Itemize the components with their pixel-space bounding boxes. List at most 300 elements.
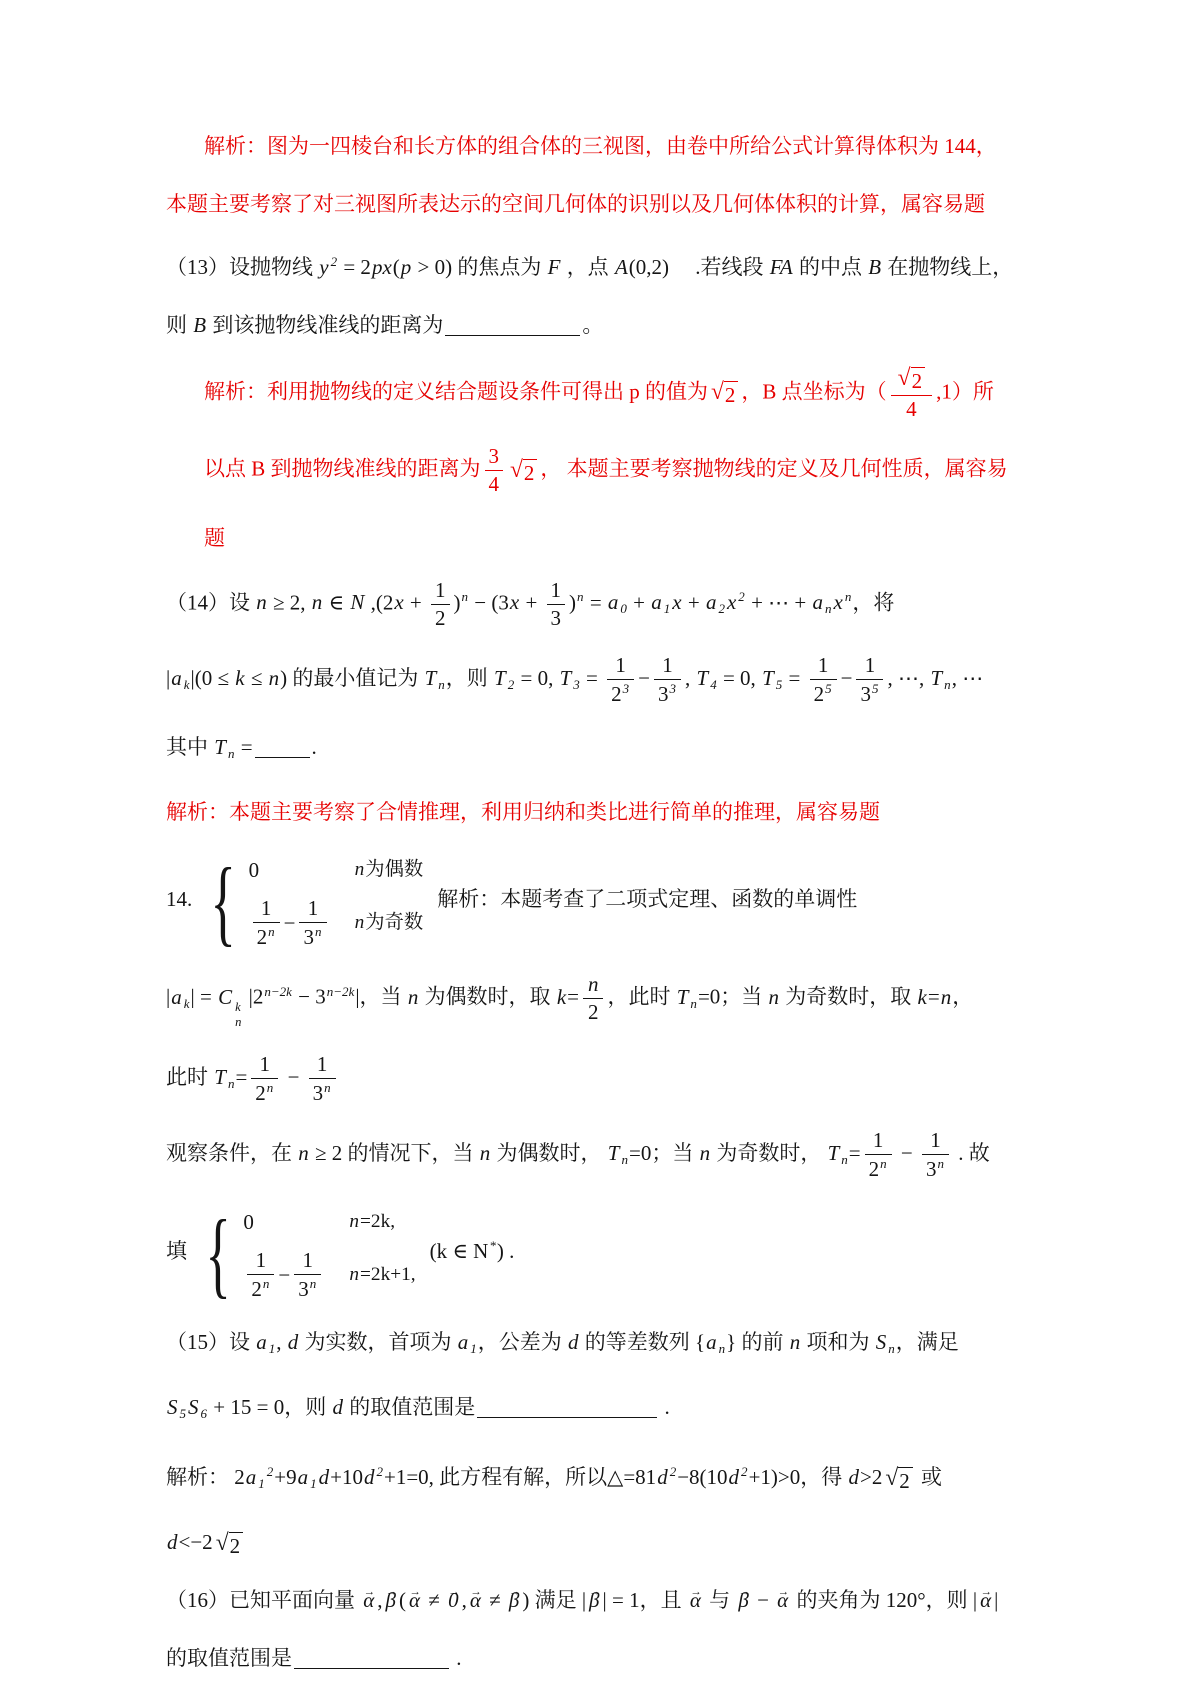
q16-line-2 [166, 1640, 1145, 1676]
math-run: T [494, 665, 506, 690]
text-run: 为偶数时， [491, 1140, 607, 1165]
subscript: n [621, 1151, 628, 1167]
text-run: , [276, 1330, 287, 1355]
math-run: T [607, 1140, 620, 1165]
left-brace-icon: { [205, 1199, 231, 1307]
text-run: ,1）所 [936, 379, 994, 404]
numerator [299, 896, 326, 923]
fill-in-blank [477, 1396, 657, 1418]
text-run: | [994, 1587, 999, 1612]
text-run: 1 [302, 1248, 313, 1273]
sol-12-line-1 [166, 128, 1145, 164]
text-run: 的中点 [793, 254, 868, 279]
numerator [547, 578, 566, 605]
subscript: n [438, 676, 445, 692]
text-run: 2 [251, 1277, 262, 1302]
numerator [810, 653, 837, 680]
subscript: 5 [179, 1406, 187, 1422]
text-run: = 0, [717, 665, 762, 690]
cases-row [249, 896, 424, 950]
math-run: d [657, 1464, 668, 1489]
fraction [810, 653, 837, 707]
text-run: 为奇数时， [711, 1140, 827, 1165]
text-run: 解析：利用抛物线的定义结合题设条件可得出 p 的值为 [204, 379, 708, 404]
text-run: + 15 = 0，则 [208, 1395, 332, 1420]
text-run: = [927, 984, 940, 1009]
text-run: 3 [488, 444, 500, 469]
subscript: n [888, 1341, 895, 1357]
math-run: B [868, 254, 882, 279]
text-run: = 0, [515, 665, 559, 690]
text-run: （14）设 [166, 590, 256, 615]
math-run: FA [769, 254, 793, 279]
superscript: n [262, 1276, 270, 1292]
fraction [253, 896, 280, 950]
text-run: 4 [906, 397, 917, 422]
text-run: 3 [298, 1277, 309, 1302]
superscript: 3 [622, 681, 630, 697]
text-run: 的取值范围是 [343, 1395, 476, 1420]
fraction [856, 653, 883, 707]
math-run: F [547, 254, 561, 279]
text-run: 为奇数 [365, 912, 424, 934]
q14-line-3 [166, 729, 1145, 772]
math-run: T [214, 735, 226, 760]
fraction [547, 578, 566, 631]
denominator [294, 1275, 321, 1302]
numerator [922, 1128, 949, 1155]
q16-line-1 [166, 1582, 1145, 1618]
q13-line-2 [166, 307, 1145, 343]
fraction [299, 896, 326, 950]
text-run: ，则 [445, 665, 494, 690]
text-run: ≥ 2 的情况下，当 [309, 1140, 479, 1165]
text-run: = [580, 665, 604, 690]
sol-14-note [166, 794, 1145, 830]
radicand [911, 367, 926, 394]
document-body [166, 128, 1145, 1676]
text-run: 3 [925, 1157, 937, 1182]
denominator [922, 1155, 949, 1182]
text-run: ,(2 [365, 590, 394, 615]
text-run: | [166, 984, 171, 1009]
text-run: − [278, 1263, 291, 1288]
math-run: n [354, 912, 365, 934]
text-run: + [520, 590, 543, 615]
vector-symbol: α → [470, 1582, 481, 1618]
text-run: , ⋯ [951, 665, 984, 690]
text-run: 本题主要考察了对三视图所表达示的空间几何体的识别以及几何体体积的计算，属容易题 [166, 192, 985, 216]
math-run: x [672, 590, 682, 615]
text-run: (k ∈ N [429, 1239, 489, 1264]
math-run: k [235, 665, 245, 690]
fraction [891, 365, 932, 422]
math-run: x [394, 590, 404, 615]
text-run: (0,2) .若线段 [628, 254, 769, 279]
text-run: 0 [243, 1210, 254, 1235]
text-run: ( [399, 1587, 406, 1612]
subscript: n [690, 995, 697, 1011]
superscript: n [324, 1080, 331, 1096]
text-run: 题 [204, 525, 225, 550]
text-run: 3 [312, 1080, 324, 1105]
cases-expression [200, 847, 424, 955]
text-run: +1)>0，得 [748, 1464, 848, 1489]
text-run: 1 [662, 652, 673, 677]
text-run: 。 [582, 312, 604, 337]
text-run: 以点 B 到抛物线准线的距离为 [204, 456, 481, 481]
text-run: 14. [166, 886, 193, 911]
vector-symbol: α → [980, 1582, 991, 1618]
text-run: 1 [255, 1248, 267, 1273]
superscript: n [937, 1156, 944, 1172]
text-run: 或 [915, 1464, 942, 1489]
text-run: 3 [860, 681, 871, 706]
math-run: n [479, 1140, 491, 1165]
text-run: 1 [307, 896, 319, 921]
text-run: 解析：本题考查了二项式定理、函数的单调性 [437, 886, 858, 911]
numerator [294, 1248, 321, 1275]
denominator [431, 605, 450, 631]
text-run: 2 [523, 460, 535, 485]
text-run: 1 [864, 652, 876, 677]
math-run: T [676, 984, 689, 1009]
text-run: 3 [550, 605, 562, 630]
text-run: = [235, 1064, 248, 1089]
text-run: 为偶数时，取 [419, 984, 556, 1009]
fraction [431, 578, 450, 631]
text-run: 1 [930, 1128, 941, 1153]
math-run: n [789, 1330, 801, 1355]
cases-row [243, 1248, 415, 1302]
fill-in-blank [294, 1647, 449, 1669]
subscript: 0 [620, 601, 627, 616]
radical-sign-icon: √ [510, 456, 523, 483]
subscript: 1 [663, 601, 671, 616]
superscript: n [880, 1156, 887, 1172]
cases-value [249, 852, 354, 888]
subscript: 6 [200, 1406, 208, 1422]
numerator [247, 1248, 274, 1275]
subscript: n [944, 676, 951, 692]
sqrt-expression [897, 364, 925, 394]
text-run: ≠ [483, 1587, 506, 1612]
q15-line-1 [166, 1324, 1145, 1367]
text-run: − (3 [469, 590, 509, 615]
cases-value [249, 896, 354, 950]
text-run: . [311, 735, 317, 760]
text-run: = [783, 665, 806, 690]
sol-12-line-2 [166, 186, 1145, 222]
text-run: 1 [316, 1051, 328, 1076]
math-run: k [917, 984, 927, 1009]
text-run: − [283, 911, 296, 936]
math-run: a [607, 590, 619, 615]
math-run: d [728, 1464, 740, 1489]
denominator [299, 923, 326, 950]
math-run: a [245, 1464, 257, 1489]
vector-symbol: β → [386, 1582, 396, 1618]
superscript: k [235, 999, 241, 1014]
text-run: + ⋯ + [745, 590, 812, 615]
subscript: k [183, 676, 190, 692]
math-run: a [256, 1330, 267, 1355]
text-run: ，点 [561, 254, 614, 279]
text-run: ， 本题主要考察抛物线的定义及几何性质，属容易 [540, 456, 1008, 481]
text-run: |，当 [355, 984, 407, 1009]
text-run: ，将 [852, 590, 895, 615]
vector-symbol: α → [777, 1582, 788, 1618]
text-run: +10 [330, 1464, 363, 1489]
text-run: } 的前 [726, 1330, 789, 1355]
text-run: 2 [611, 681, 622, 706]
math-run: n [349, 1211, 360, 1233]
fraction [654, 653, 681, 707]
denominator [654, 680, 681, 707]
text-run: 为奇数时，取 [780, 984, 917, 1009]
vector-symbol: α → [363, 1582, 374, 1618]
math-run: T [559, 665, 572, 690]
text-run: + [682, 590, 705, 615]
numerator [856, 653, 883, 680]
denominator [865, 1155, 892, 1182]
math-run: d [318, 1464, 330, 1489]
denominator [607, 680, 634, 707]
text-run: （13）设抛物线 [166, 254, 319, 279]
sol-14-fill [166, 1199, 1145, 1307]
radicand [229, 1532, 244, 1559]
text-run: 解析：本题主要考察了合情推理，利用归纳和类比进行简单的推理，属容易题 [166, 800, 880, 825]
text-run: ) . [496, 1239, 515, 1264]
text-run: ，此时 [607, 984, 676, 1009]
vector-symbol: β → [738, 1582, 748, 1618]
text-run: ≠ [423, 1587, 446, 1612]
numerator [251, 1052, 278, 1079]
cases-condition [348, 1257, 415, 1293]
numerator [431, 578, 450, 605]
denominator [583, 999, 604, 1025]
superscript: n [844, 589, 852, 605]
sol-14-work-2 [166, 1052, 1145, 1106]
text-run: ，B 点坐标为（ [741, 379, 887, 404]
text-run: | = [190, 984, 218, 1009]
math-run: d [167, 1529, 178, 1554]
numerator [607, 653, 634, 680]
superscript: 2 [266, 1464, 274, 1480]
sol-15-line-2 [166, 1524, 1145, 1560]
text-run: ， [952, 984, 974, 1009]
text-run: ) 满足 | [522, 1587, 587, 1612]
text-run: + [627, 590, 651, 615]
math-run: S [875, 1330, 887, 1355]
numerator [253, 896, 280, 923]
cases-value [243, 1248, 348, 1302]
text-run: ) [569, 590, 577, 615]
radicand [898, 1467, 913, 1494]
math-run: T [762, 665, 774, 690]
subscript: 5 [775, 676, 783, 692]
sol-15-line-1 [166, 1454, 1145, 1502]
denominator [891, 396, 932, 422]
vector-symbol: β → [589, 1582, 599, 1618]
radicand [724, 381, 739, 408]
math-run: C [218, 984, 233, 1009]
math-run: d [363, 1464, 375, 1489]
text-run: =0；当 [697, 984, 768, 1009]
superscript: n [266, 1080, 274, 1096]
fraction [485, 444, 504, 497]
math-run: p [400, 254, 412, 279]
text-run: 的等差数列 { [579, 1330, 706, 1355]
text-run: 到该抛物线准线的距离为 [207, 312, 444, 337]
text-run: = 2 [338, 254, 371, 279]
math-run: a [171, 984, 182, 1009]
subscript: 1 [310, 1475, 317, 1491]
cases-condition [354, 852, 424, 888]
superscript: n−2k [264, 983, 292, 999]
superscript: 2 [738, 589, 745, 605]
text-run: | [166, 665, 171, 690]
fraction [583, 972, 604, 1025]
math-run: a [812, 590, 823, 615]
sol-13-line-2 [166, 444, 1145, 497]
math-run: x [509, 590, 520, 615]
denominator [547, 605, 566, 631]
superscript: n [577, 589, 584, 605]
math-run: n [311, 590, 323, 615]
superscript: 2 [669, 1464, 677, 1480]
text-run: 解析： 2 [166, 1464, 245, 1489]
vector-symbol: α → [690, 1582, 701, 1618]
text-run: 则 [166, 312, 193, 337]
text-run: 解析：图为一四棱台和长方体的组合体的三视图，由卷中所给公式计算得体积为 144， [204, 134, 997, 158]
superscript: 3 [669, 681, 677, 697]
radical-sign-icon: √ [215, 1529, 229, 1556]
radical-sign-icon: √ [711, 379, 724, 406]
text-run: 为实数，首项为 [299, 1330, 457, 1355]
text-run: 3 [658, 681, 669, 706]
text-run: , [461, 1587, 467, 1612]
fill-in-blank [445, 314, 580, 336]
fraction [251, 1052, 278, 1106]
math-run: a [297, 1464, 309, 1489]
sol-14-work-3 [166, 1128, 1145, 1182]
text-run: 1 [260, 896, 272, 921]
fraction [247, 1248, 274, 1302]
q13-line-1 [166, 244, 1145, 285]
subscript: k [183, 995, 190, 1011]
text-run: 2 [899, 1468, 910, 1493]
text-run: 其中 [166, 735, 214, 760]
text-run: 2 [435, 605, 446, 630]
text-run: 2 [256, 925, 268, 950]
text-run: , ⋯, [887, 665, 930, 690]
fraction [865, 1128, 892, 1182]
math-run: a [706, 1330, 717, 1355]
text-run: 1 [259, 1051, 271, 1076]
cases-rows [243, 1204, 415, 1302]
subscript: 3 [573, 676, 580, 692]
text-run: . [451, 1645, 462, 1670]
math-run: x [726, 590, 737, 615]
radical-sign-icon: √ [885, 1464, 899, 1491]
text-run: =2k+1, [360, 1264, 416, 1286]
text-run: − [895, 1140, 918, 1165]
text-run: 4 [488, 472, 500, 497]
denominator [309, 1079, 336, 1106]
text-run: 2 [911, 368, 923, 393]
text-run: 2 [868, 1157, 880, 1182]
text-run: （15）设 [166, 1330, 256, 1355]
numerator [865, 1128, 892, 1155]
cases-rows [249, 852, 424, 950]
text-run: 此时 [166, 1064, 214, 1089]
text-run: ≤ [245, 665, 268, 690]
math-run: a [171, 665, 182, 690]
math-run: T [930, 665, 943, 690]
text-run: =0；当 [628, 1140, 699, 1165]
superscript: 2 [330, 254, 338, 269]
math-run: n [349, 1264, 360, 1286]
text-run: − [751, 1587, 775, 1612]
text-run: | = 1，且 [602, 1587, 687, 1612]
sqrt-expression [885, 1464, 912, 1494]
text-run: 2 [587, 1000, 599, 1025]
text-run: ，满足 [895, 1330, 959, 1355]
text-run: =2k, [360, 1211, 396, 1233]
superscript: 2 [741, 1464, 748, 1480]
superscript: 2 [376, 1464, 383, 1480]
numerator [309, 1052, 336, 1079]
text-run: 的夹角为 120°，则 | [791, 1587, 978, 1612]
subscript: 1 [258, 1475, 265, 1491]
math-run: a [457, 1330, 469, 1355]
vector-symbol: α → [409, 1582, 420, 1618]
subscript: n [825, 601, 832, 616]
text-run: − [282, 1064, 305, 1089]
denominator [485, 471, 504, 497]
superscript: n [309, 1276, 317, 1292]
fraction [922, 1128, 949, 1182]
text-run: ∈ [323, 590, 350, 615]
math-run: S [188, 1395, 199, 1420]
text-run: − [840, 665, 853, 690]
text-run: +9 [274, 1464, 297, 1489]
math-run: a [651, 590, 662, 615]
superscript: n [461, 589, 469, 605]
q14-line-2 [166, 653, 1145, 707]
text-run: 观察条件，在 [166, 1140, 298, 1165]
math-run: n [407, 984, 419, 1009]
text-run: 为偶数 [365, 859, 424, 881]
text-run: ≥ 2, [267, 590, 311, 615]
subscript: n [718, 1341, 726, 1357]
cases-value [243, 1204, 348, 1240]
text-run: |(0 ≤ [190, 665, 235, 690]
text-run: 2 [813, 681, 825, 706]
math-run: n [699, 1140, 711, 1165]
text-run: + [404, 590, 428, 615]
numerator [654, 653, 681, 680]
numerator [485, 444, 504, 471]
text-run: , [685, 665, 696, 690]
text-run: 0 [248, 858, 260, 883]
subscript: n [841, 1151, 848, 1167]
vector-symbol: 0 → [448, 1582, 459, 1618]
denominator [810, 680, 837, 707]
math-run: A [614, 254, 628, 279]
superscript: n [314, 924, 322, 940]
